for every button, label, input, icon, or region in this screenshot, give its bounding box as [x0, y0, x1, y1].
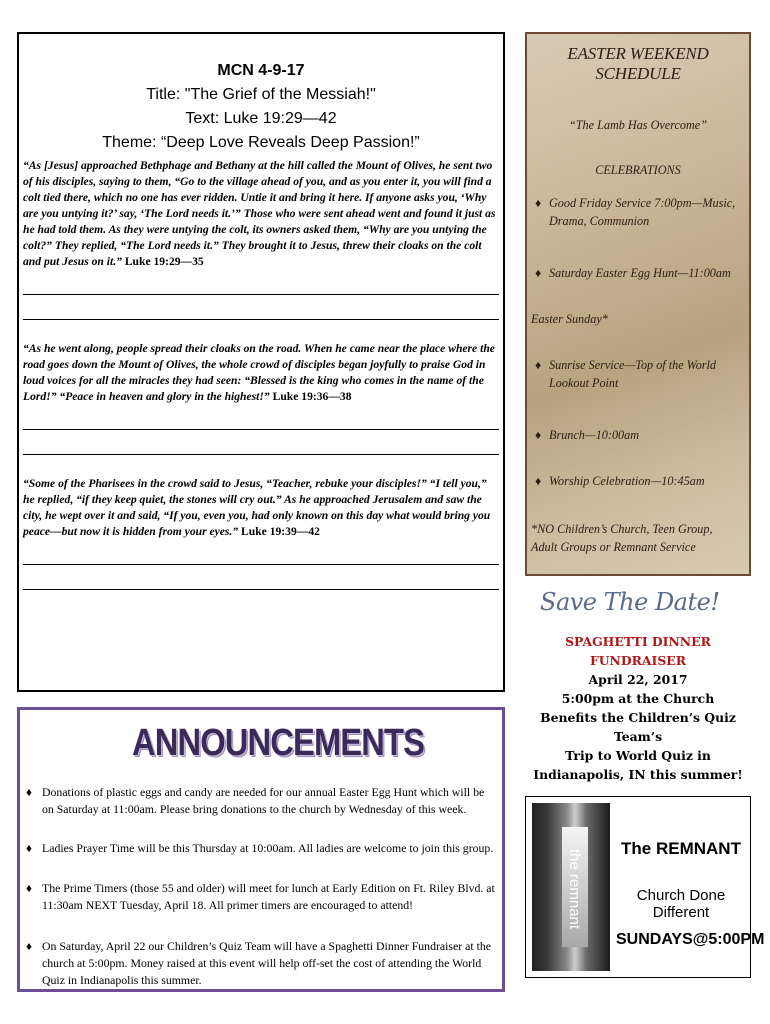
- diamond-bullet-icon: ♦: [535, 196, 542, 210]
- remnant-logo: the remnant: [566, 849, 583, 930]
- diamond-bullet-icon: ♦: [535, 358, 542, 372]
- fundraiser-benefit: Trip to World Quiz in: [565, 748, 711, 763]
- announcement-text: Donations of plastic eggs and candy are needed for our annual Easter Egg Hunt which will be on Saturday at 11:00am. Please bring donations to the church by Wednesday of this week.: [42, 785, 485, 816]
- passage-reference: Luke 19:36—38: [272, 390, 352, 403]
- schedule-note: *NO Children’s Church, Teen Group, Adult Groups or Remnant Service: [531, 522, 713, 554]
- announcement-text: Ladies Prayer Time will be this Thursday at 10:00am. All ladies are welcome to join this group.: [42, 841, 494, 855]
- passage-quote: “As [Jesus] approached Bethphage and Bethany at the hill called the Mount of Olives, he sent two of his disciples, saying to them, “Go to the village ahead of you, and as you enter it, you will find a colt tied there, which no one has ever ridden. Untie it and bring it here. If anyone asks you, ‘Why are you untying it?’ say, ‘The Lord needs it.’” Those who were sent ahead went and found it just as he had told them. As they were untying the colt, its owners asked them, “Why are you untying the colt?” They replied, “The Lord needs it.” They brought it to Jesus, threw their cloaks on the colt and put Jesus on it.”: [23, 159, 496, 268]
- scripture-passage-2: [23, 341, 499, 405]
- announcement-item: [26, 880, 496, 914]
- remnant-ad: [525, 796, 765, 978]
- scripture-passage-1: [23, 158, 499, 270]
- fundraiser-benefit: Benefits the Children’s Quiz Team’s: [540, 710, 736, 744]
- diamond-bullet-icon: ♦: [26, 841, 33, 855]
- schedule-item-text: Saturday Easter Egg Hunt—11:00am: [549, 266, 731, 280]
- diamond-bullet-icon: ♦: [26, 785, 33, 799]
- passage-reference: Luke 19:29—35: [124, 255, 204, 268]
- schedule-item: [535, 356, 743, 392]
- fundraiser-subtitle: FUNDRAISER: [589, 653, 687, 668]
- note-line: [23, 430, 499, 455]
- remnant-service-time: SUNDAYS@5:00PM: [616, 931, 765, 948]
- fundraiser-title: SPAGHETTI DINNER: [565, 634, 711, 649]
- schedule-sunday-label: Easter Sunday*: [531, 312, 608, 326]
- schedule-item-text: Good Friday Service 7:00pm—Music, Drama, Communion: [549, 196, 736, 228]
- fundraiser-date: April 22, 2017: [588, 672, 688, 687]
- schedule-item: [535, 426, 743, 444]
- announcement-text: On Saturday, April 22 our Children’s Quiz Team will have a Spaghetti Dinner Fundraiser at the church at 5:00pm. Money raised at this event will help off-set the cost of attending the World Quiz in Indianapolis this summer.: [42, 939, 492, 987]
- fundraiser-time: 5:00pm at the Church: [561, 691, 715, 706]
- announcement-item: [26, 784, 496, 818]
- diamond-bullet-icon: ♦: [535, 474, 542, 488]
- note-line: [23, 295, 499, 320]
- schedule-celebrations-heading: CELEBRATIONS: [595, 163, 681, 177]
- fundraiser-benefit: Indianapolis, IN this summer!: [533, 767, 743, 782]
- schedule-item: [535, 472, 743, 490]
- schedule-item: [535, 264, 743, 282]
- note-line: [23, 565, 499, 590]
- announcement-item: [26, 840, 496, 857]
- sermon-text-reference: Text: Luke 19:29—42: [185, 110, 337, 127]
- sermon-notes-box: [17, 32, 505, 692]
- announcement-item: [26, 938, 496, 989]
- schedule-title: EASTER WEEKEND SCHEDULE: [567, 44, 709, 83]
- passage-reference: Luke 19:39—42: [241, 525, 320, 538]
- diamond-bullet-icon: ♦: [26, 881, 33, 895]
- scripture-passage-3: [23, 476, 499, 540]
- remnant-tagline: Church Done Different: [636, 887, 726, 921]
- note-line: [23, 540, 499, 565]
- announcements-box: [17, 707, 505, 992]
- fundraiser-notice: [525, 632, 751, 784]
- diamond-bullet-icon: ♦: [26, 939, 33, 953]
- announcement-text: The Prime Timers (those 55 and older) will meet for lunch at Early Edition on Ft. Riley Blvd. at 11:30am NEXT Tuesday, April 18. All primer timers are encouraged to attend!: [42, 881, 495, 912]
- passage-quote: “Some of the Pharisees in the crowd said to Jesus, “Teacher, rebuke your disciples!” “I tell you,” he replied, “if they keep quiet, the stones will cry out.” As he approached Jerusalem and saw the city, he wept over it and said, “If you, even you, had only known on this day what would bring you peace—but now it is hidden from your eyes.”: [23, 477, 491, 538]
- passage-quote: “As he went along, people spread their cloaks on the road. When he came near the place where the road goes down the Mount of Olives, the whole crowd of disciples began joyfully to praise God in loud voices for all the miracles they had seen: “Blessed is the king who comes in the name of the Lord!” “Peace in heaven and glory in the highest!”: [23, 342, 495, 403]
- easter-schedule-panel: [525, 32, 751, 576]
- schedule-item-text: Worship Celebration—10:45am: [549, 474, 705, 488]
- note-line: [23, 405, 499, 430]
- sermon-title: Title: "The Grief of the Messiah!": [146, 86, 376, 103]
- remnant-name: The REMNANT: [621, 839, 741, 858]
- schedule-item-text: Brunch—10:00am: [549, 428, 640, 442]
- sermon-header: [19, 62, 503, 152]
- save-the-date-heading: Save The Date!: [540, 588, 720, 616]
- schedule-subtitle: “The Lamb Has Overcome”: [568, 118, 707, 132]
- sermon-theme: Theme: “Deep Love Reveals Deep Passion!”: [102, 134, 420, 151]
- announcements-title: ANNOUNCEMENTS: [132, 722, 425, 764]
- diamond-bullet-icon: ♦: [535, 428, 542, 442]
- diamond-bullet-icon: ♦: [535, 266, 542, 280]
- note-line: [23, 270, 499, 295]
- schedule-item-text: Sunrise Service—Top of the World Lookout Point: [549, 358, 717, 390]
- sermon-date-code: MCN 4-9-17: [217, 62, 305, 79]
- schedule-item: [535, 194, 743, 230]
